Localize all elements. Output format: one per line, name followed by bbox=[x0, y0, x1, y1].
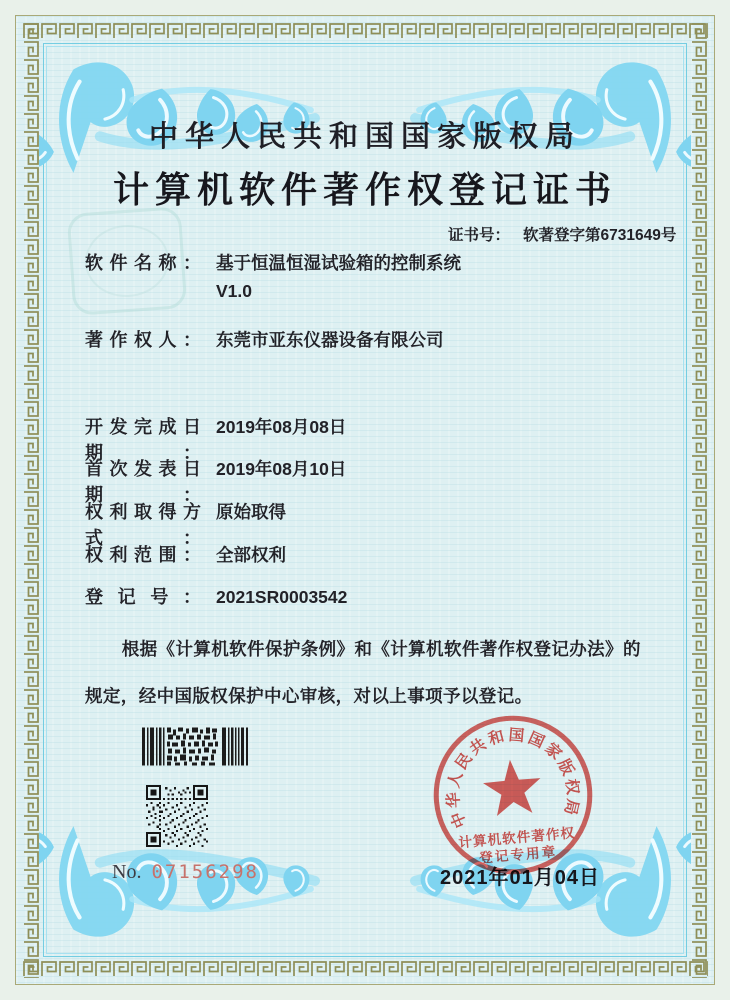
field-value: 2019年08月10日 bbox=[216, 459, 347, 479]
registration-statement: 根据《计算机软件保护条例》和《计算机软件著作权登记办法》的规定，经中国版权保护中心审核，对以上事项予以登记。 bbox=[85, 639, 641, 706]
certificate-number-label: 证书号： bbox=[448, 227, 511, 244]
issue-date: 2021年01月04日 bbox=[440, 867, 600, 889]
qr-code-icon bbox=[146, 785, 208, 847]
field-label: 著作权人： bbox=[85, 330, 201, 350]
seal-text-line1: 计算机软件著作权 bbox=[457, 825, 576, 851]
corner-ornament-top-right bbox=[406, 39, 692, 181]
software-version: V1.0 bbox=[216, 281, 252, 301]
field-label: 首次发表日期： bbox=[85, 459, 201, 505]
field-row-registration-number bbox=[85, 583, 347, 611]
certificate-number-line bbox=[448, 223, 676, 245]
serial-number: 07156298 bbox=[151, 861, 259, 883]
seal-text-line2: 登记专用章 bbox=[478, 844, 558, 866]
field-value: 2019年08月08日 bbox=[216, 417, 347, 437]
field-value: 全部权利 bbox=[216, 545, 286, 565]
certificate-number-value: 软著登字第6731649号 bbox=[523, 227, 677, 244]
certificate-title: 计算机软件著作权登记证书 bbox=[112, 169, 617, 210]
field-label: 软件名称： bbox=[85, 253, 201, 273]
field-label: 登记号： bbox=[85, 587, 201, 607]
field-label: 权利范围： bbox=[85, 545, 201, 565]
software-name: 基于恒温恒湿试验箱的控制系统 bbox=[216, 253, 461, 273]
authority-title: 中华人民共和国国家版权局 bbox=[148, 121, 581, 153]
greek-key-border-top bbox=[22, 22, 708, 40]
official-seal bbox=[404, 686, 623, 905]
field-row-copyright-owner bbox=[85, 326, 444, 354]
serial-prefix: No. bbox=[112, 861, 142, 883]
seal-ring-text: 中华人民共和国国家版权局 bbox=[445, 726, 582, 831]
barcode-icon bbox=[142, 727, 248, 766]
field-value: 2021SR0003542 bbox=[216, 587, 348, 607]
field-value bbox=[216, 249, 461, 305]
field-value: 东莞市亚东仪器设备有限公司 bbox=[216, 330, 444, 350]
field-label: 权利取得方式： bbox=[85, 502, 201, 548]
field-value: 原始取得 bbox=[216, 502, 286, 522]
greek-key-border-bottom bbox=[22, 960, 708, 978]
corner-ornament-top-left bbox=[38, 39, 324, 181]
field-row-software-name bbox=[85, 249, 461, 305]
field-label: 开发完成日期： bbox=[85, 417, 201, 463]
serial-number-line bbox=[112, 861, 259, 884]
field-row-rights-scope bbox=[85, 541, 286, 569]
red-star-icon bbox=[481, 757, 543, 817]
